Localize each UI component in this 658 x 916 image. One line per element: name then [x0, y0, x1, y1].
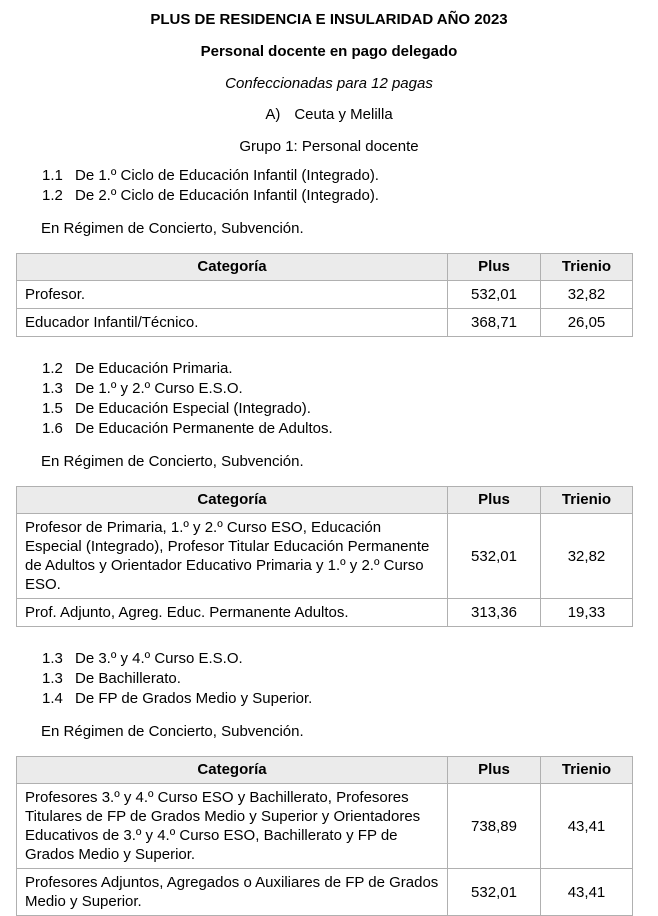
col-header-plus: Plus — [448, 757, 541, 784]
doc-note: Confeccionadas para 12 pagas — [225, 75, 433, 92]
table-header-row — [17, 757, 633, 784]
list-item-text: De Bachillerato. — [75, 670, 181, 687]
col-header-trienio: Trienio — [541, 254, 633, 281]
table-row — [17, 281, 633, 309]
list-item-text: De 2.º Ciclo de Educación Infantil (Integrado). — [75, 187, 379, 204]
cell-categoria: Profesor de Primaria, 1.º y 2.º Curso ESO, Educación Especial (Integrado), Profesor Titular Educación Permanente de Adultos y Orientador Educativo Primaria y 1.º y 2.º Curso ESO. — [17, 514, 448, 599]
list-item-text: De Educación Permanente de Adultos. — [75, 420, 333, 437]
list-item — [42, 166, 658, 186]
table-row — [17, 784, 633, 869]
cell-plus: 532,01 — [448, 514, 541, 599]
col-header-categoria: Categoría — [17, 487, 448, 514]
list-item — [42, 399, 658, 419]
list-item — [42, 419, 658, 439]
cell-categoria: Profesores 3.º y 4.º Curso ESO y Bachillerato, Profesores Titulares de FP de Grados Medio y Superior y Orientadores Educativos de 3.º y 4.º Curso ESO, Bachillerato y FP de Grados Medio y Superior. — [17, 784, 448, 869]
cell-plus: 313,36 — [448, 599, 541, 627]
item-list-2 — [42, 359, 658, 439]
doc-title: PLUS DE RESIDENCIA E INSULARIDAD AÑO 2023 — [150, 11, 508, 28]
list-item-text: De Educación Especial (Integrado). — [75, 400, 311, 417]
item-list-3 — [42, 649, 658, 709]
list-item — [42, 649, 658, 669]
data-table-1 — [16, 253, 633, 337]
list-item-number: 1.5 — [42, 400, 63, 417]
table-header-row — [17, 254, 633, 281]
table-row — [17, 514, 633, 599]
cell-plus: 532,01 — [448, 281, 541, 309]
cell-categoria: Prof. Adjunto, Agreg. Educ. Permanente Adultos. — [17, 599, 448, 627]
cell-trienio: 19,33 — [541, 599, 633, 627]
table-row — [17, 869, 633, 916]
cell-categoria: Profesor. — [17, 281, 448, 309]
col-header-plus: Plus — [448, 487, 541, 514]
col-header-plus: Plus — [448, 254, 541, 281]
data-table-2 — [16, 486, 633, 627]
list-item-number: 1.2 — [42, 187, 63, 204]
list-item-number: 1.3 — [42, 380, 63, 397]
list-item — [42, 689, 658, 709]
list-item-number: 1.3 — [42, 670, 63, 687]
list-item-number: 1.2 — [42, 360, 63, 377]
cell-plus: 368,71 — [448, 309, 541, 337]
list-item-number: 1.3 — [42, 650, 63, 667]
list-item — [42, 669, 658, 689]
cell-categoria: Educador Infantil/Técnico. — [17, 309, 448, 337]
list-item-text: De 1.º Ciclo de Educación Infantil (Integrado). — [75, 167, 379, 184]
col-header-categoria: Categoría — [17, 757, 448, 784]
col-header-trienio: Trienio — [541, 487, 633, 514]
col-header-categoria: Categoría — [17, 254, 448, 281]
list-item-text: De Educación Primaria. — [75, 360, 233, 377]
cell-trienio: 32,82 — [541, 281, 633, 309]
list-item-text: De 1.º y 2.º Curso E.S.O. — [75, 380, 243, 397]
list-item — [42, 359, 658, 379]
region-label: A) — [265, 106, 281, 123]
list-item-text: De 3.º y 4.º Curso E.S.O. — [75, 650, 243, 667]
region-name: Ceuta y Melilla — [294, 106, 393, 123]
regime-paragraph-1: En Régimen de Concierto, Subvención. — [41, 220, 304, 237]
table-row — [17, 309, 633, 337]
item-list-1 — [42, 166, 658, 206]
list-item-number: 1.1 — [42, 167, 63, 184]
list-item-number: 1.6 — [42, 420, 63, 437]
cell-plus: 738,89 — [448, 784, 541, 869]
cell-plus: 532,01 — [448, 869, 541, 916]
doc-subtitle: Personal docente en pago delegado — [200, 43, 458, 60]
data-table-3 — [16, 756, 633, 916]
region-heading — [0, 107, 658, 123]
cell-trienio: 26,05 — [541, 309, 633, 337]
table-row — [17, 599, 633, 627]
cell-categoria: Profesores Adjuntos, Agregados o Auxiliares de FP de Grados Medio y Superior. — [17, 869, 448, 916]
table-header-row — [17, 487, 633, 514]
col-header-trienio: Trienio — [541, 757, 633, 784]
cell-trienio: 43,41 — [541, 869, 633, 916]
list-item — [42, 379, 658, 399]
regime-paragraph-2: En Régimen de Concierto, Subvención. — [41, 453, 304, 470]
regime-paragraph-3: En Régimen de Concierto, Subvención. — [41, 723, 304, 740]
cell-trienio: 32,82 — [541, 514, 633, 599]
list-item-number: 1.4 — [42, 690, 63, 707]
group-heading: Grupo 1: Personal docente — [239, 138, 419, 155]
cell-trienio: 43,41 — [541, 784, 633, 869]
list-item — [42, 186, 658, 206]
list-item-text: De FP de Grados Medio y Superior. — [75, 690, 313, 707]
